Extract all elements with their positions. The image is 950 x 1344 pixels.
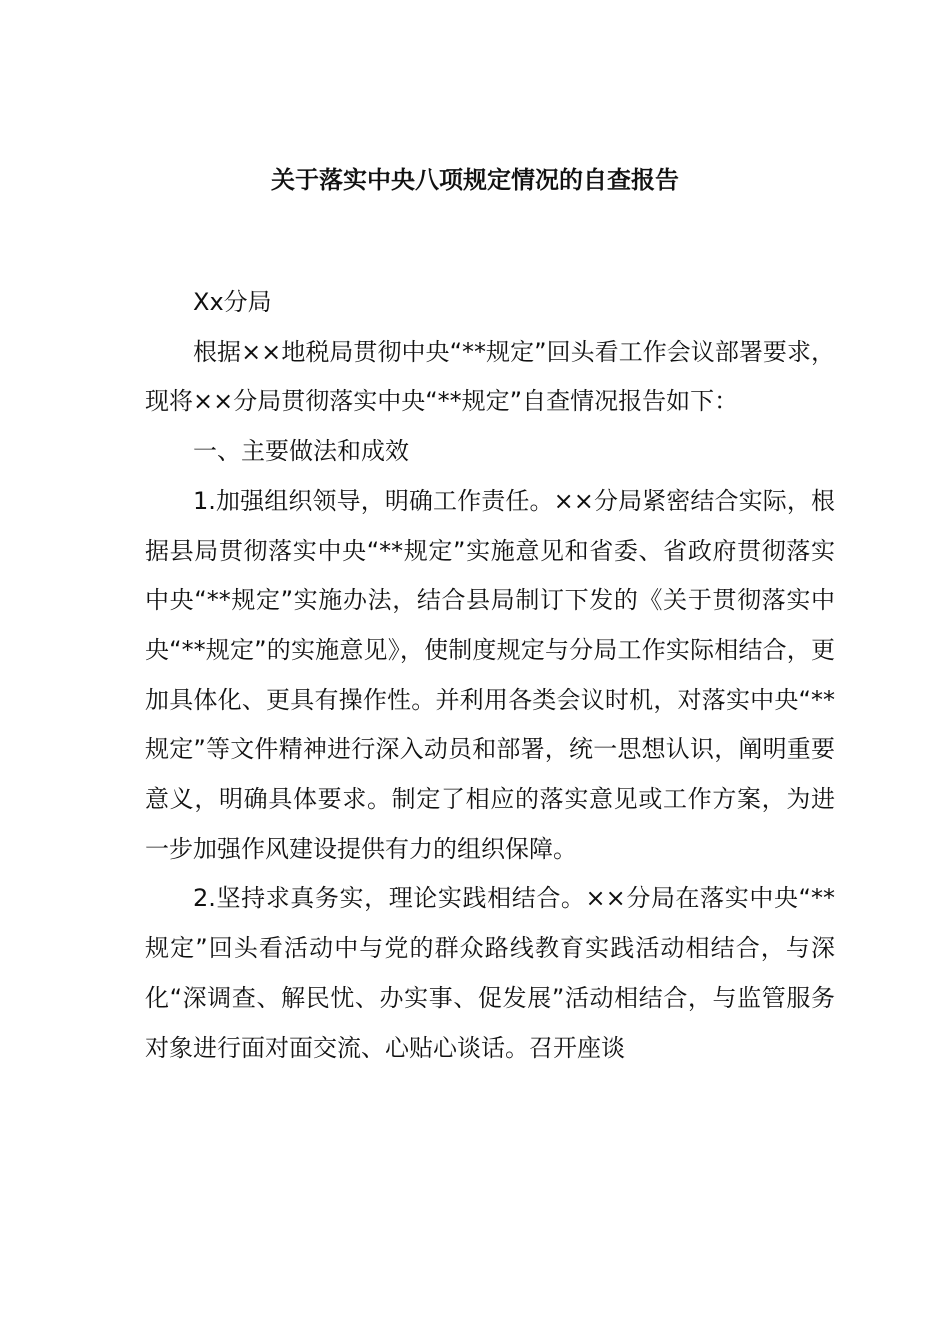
body-paragraph: 1.加强组织领导，明确工作责任。××分局紧密结合实际，根据县局贯彻落实中央“**规定”实施意见和省委、省政府贯彻落实中央“**规定”实施办法，结合县局制订下发的《关于贯彻落实中央“**规定”的实施意见》，使制度规定与分局工作实际相结合，更加具体化、更具有操作性。并利用各类会议时机，对落实中央“**规定”等文件精神进行深入动员和部署，统一思想认识，阐明重要意义，明确具体要求。制定了相应的落实意见或工作方案，为进一步加强作风建设提供有力的组织保障。 xyxy=(145,486,835,863)
addressee-line: Xx分局 xyxy=(193,288,272,316)
body-paragraph: 2.坚持求真务实，理论实践相结合。××分局在落实中央“**规定”回头看活动中与党的群众路线教育实践活动相结合，与深化“深调查、解民忧、办实事、促发展”活动相结合，与监管服务对象进行面对面交流、心贴心谈话。召开座谈 xyxy=(145,884,835,1062)
document-body xyxy=(145,278,835,1073)
intro-paragraph: 根据××地税局贯彻中央“**规定”回头看工作会议部署要求，现将××分局贯彻落实中央“**规定”自查情况报告如下： xyxy=(145,337,835,416)
document-title: 关于落实中央八项规定情况的自查报告 xyxy=(271,166,679,194)
section-heading: 一、主要做法和成效 xyxy=(193,437,409,466)
